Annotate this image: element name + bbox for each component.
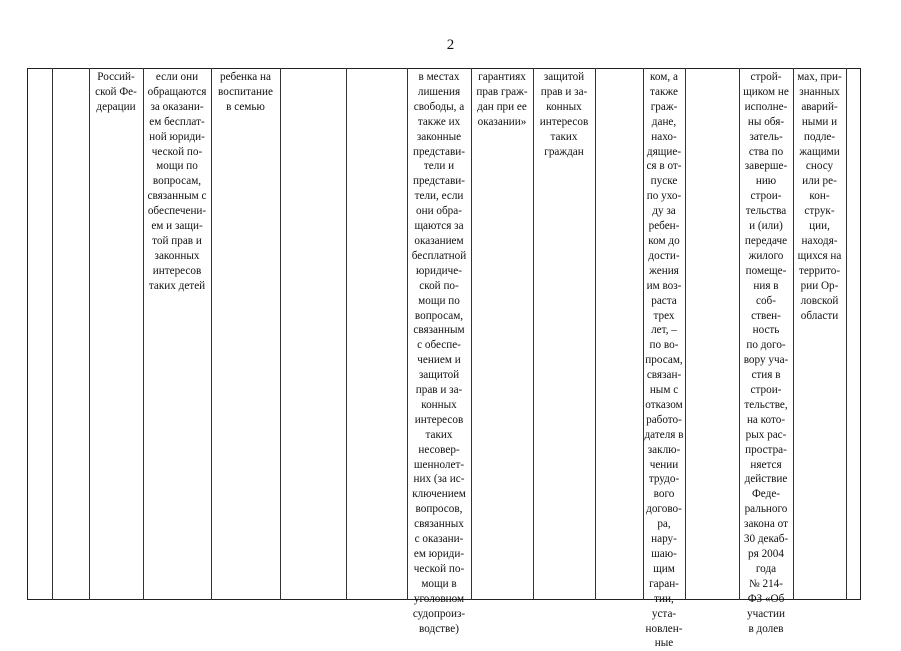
table-cell-parental-leave: ком, а также граж- дане, нахо- дящие- ся в от- пуске по ухо- ду за ребен- ком до дости- жения им воз- раста трех лет, – по во- просам, связан- ным с отказом работо- дателя в заклю- чении трудо- вого догово- ра, нару- шаю- щим гаран- тии, уста- новлен- ные: [644, 71, 684, 650]
column-divider: [52, 68, 53, 600]
table-cell-children-rights: если они обращаются за оказани- ем бесплат- ной юриди- ческой по- мощи по вопросам, связанным с обеспечени- ем и защи- той прав и законных интересов таких детей: [147, 71, 207, 292]
column-divider: [595, 68, 596, 600]
table-cell-foster-family: ребенка на воспитание в семью: [218, 71, 273, 113]
table-cell-shared-construction: строй- щиком не исполне- ны обя- затель- ства по заверше- нию строи- тельства и (или) передаче жилого помеще- ния в соб- ствен- ность по дого- вору уча- стия в строи- тельстве, на кото- рых рас- простра- няется действие Феде- рального закона от 30 декаб- ря 2004 года № 214- ФЗ «Об участии в долев: [743, 71, 789, 635]
column-divider: [89, 68, 90, 600]
column-divider: [685, 68, 686, 600]
table-cell-rights-protection: защитой прав и за- конных интересов таких граждан: [539, 71, 589, 158]
column-divider: [471, 68, 472, 600]
page-number: 2: [446, 37, 455, 53]
table-cell-detention-places: в местах лишения свободы, а также их законные представи- тели и представи- тели, если они обра- щаются за оказанием бесплатной юридиче- ской по- мощи по вопросам, связанным с обеспе- чением и защитой прав и за- конных интересов таких несовер- шеннолет- них (за ис- ключением вопросов, связанных с оказани- ем юриди- ческой по- мощи в уголовном судопроиз- водстве): [411, 71, 467, 635]
column-divider: [346, 68, 347, 600]
table-cell-country: Россий- ской Фе- дерации: [95, 71, 137, 113]
table-cell-guarantees: гарантиях прав граж- дан при ее оказании»: [476, 71, 528, 128]
table-cell-emergency-housing: мах, при- знанных аварий- ными и подле- жащими сносу или ре- кон- струк- ции, находя- щихся на террито- рии Ор- ловской области: [797, 71, 842, 322]
column-divider: [280, 68, 281, 600]
column-divider: [846, 68, 847, 600]
column-divider: [211, 68, 212, 600]
